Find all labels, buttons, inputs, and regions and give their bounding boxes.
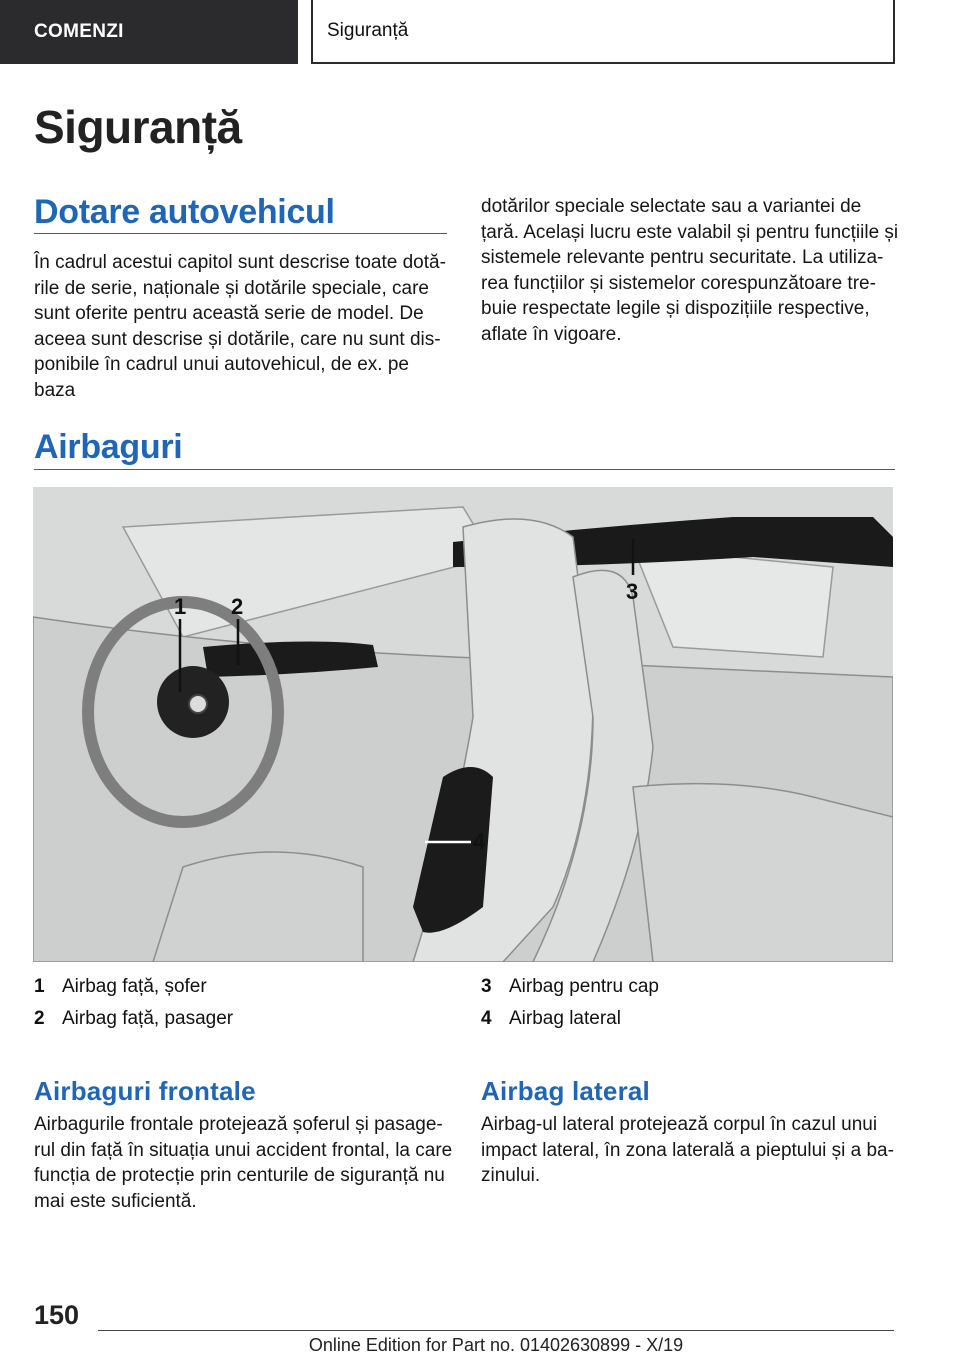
footer-rule xyxy=(98,1330,894,1331)
dotare-text-right: dotărilor speciale selectate sau a variantei de țară. Același lucru este valabil și pentru funcțiile și sistemele relevante pentru securitate. La utiliza- rea funcțiilor și sistemelor corespunzătoare tre- buie respectate legile și dispozițiile respective, aflate în vigoare. xyxy=(481,196,899,345)
dotare-text-left: În cadrul acestui capitol sunt descrise toate dotă- rile de serie, naționale și dotările speciale, care sunt oferite pentru această serie de model. De aceea sunt descrise și dotările, care nu sunt dis- ponibile în cadrul unui autovehicul, de ex. pe baza xyxy=(34,252,446,401)
footer-edition: Online Edition for Part no. 01402630899 - X/19 xyxy=(308,1335,684,1355)
heading-lateral: Airbag lateral xyxy=(481,1076,650,1106)
legend-item: 3 Airbag pentru cap xyxy=(481,976,659,997)
frontale-text: Airbagurile frontale protejează șoferul și pasage- rul din față în situația unui accident frontal, la care funcția de protecție prin centurile de siguranță nu mai este suficientă. xyxy=(34,1114,453,1212)
callout-2: 2 xyxy=(231,594,244,619)
page-number: 150 xyxy=(34,1300,80,1330)
legend-item: 4 Airbag lateral xyxy=(481,1008,621,1029)
callout-4: 4 xyxy=(473,829,486,854)
lateral-text: Airbag-ul lateral protejează corpul în cazul unui impact lateral, în zona laterală a pieptului și a ba- zinului. xyxy=(481,1114,894,1186)
legend-right xyxy=(481,971,901,1035)
airbag-illustration xyxy=(33,487,893,962)
heading-airbaguri: Airbaguri xyxy=(34,428,183,466)
legend-item: 1 Airbag față, șofer xyxy=(34,976,207,997)
heading-rule xyxy=(34,233,447,234)
legend-item: 2 Airbag față, pasager xyxy=(34,1008,234,1029)
chapter-tab[interactable]: COMENZI xyxy=(0,0,298,64)
heading-dotare: Dotare autovehicul xyxy=(34,193,335,231)
heading-rule xyxy=(34,469,895,470)
section-header: Siguranță xyxy=(311,0,895,64)
legend-left xyxy=(34,971,454,1035)
heading-frontale: Airbaguri frontale xyxy=(34,1076,256,1106)
callout-3: 3 xyxy=(626,579,639,604)
callout-1: 1 xyxy=(174,594,187,619)
page-title: Siguranță xyxy=(34,101,242,153)
